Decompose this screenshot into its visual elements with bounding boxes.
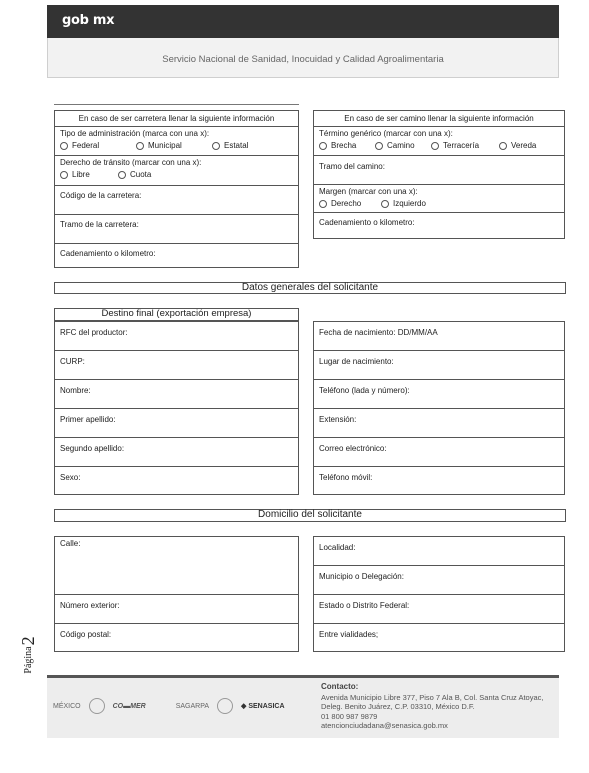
telefono-field[interactable]: Teléfono (lada y número): [314, 380, 564, 409]
admin-cell [55, 127, 298, 156]
radio-circle[interactable] [431, 142, 439, 150]
rfc-field[interactable]: RFC del productor: [55, 322, 298, 351]
camino-heading: En caso de ser camino llenar la siguiente información [314, 111, 564, 127]
margen-label: Margen (marcar con una x): [319, 187, 418, 196]
numero-exterior-field[interactable]: Número exterior: [55, 595, 298, 624]
domicilio-left-fields [54, 536, 299, 652]
tramo-carretera-field[interactable]: Tramo de la carretera: [55, 215, 298, 244]
radio-camino[interactable]: Camino [375, 141, 431, 150]
radio-circle[interactable] [375, 142, 383, 150]
radio-vereda[interactable]: Vereda [499, 141, 536, 150]
agency-name: Servicio Nacional de Sanidad, Inocuidad y Calidad Agroalimentaria [162, 54, 444, 65]
codigo-carretera-field[interactable]: Código de la carretera: [55, 186, 298, 215]
radio-circle[interactable] [136, 142, 144, 150]
cofemer-logo: CO▬MER [112, 702, 146, 710]
solicitante-section-title: Datos generales del solicitante [54, 282, 566, 294]
transit-label: Derecho de tránsito (marcar con una x): [60, 158, 202, 167]
admin-radios [60, 141, 293, 150]
contact-block [321, 682, 544, 731]
correo-field[interactable]: Correo electrónico: [314, 438, 564, 467]
radio-circle[interactable] [60, 142, 68, 150]
telefono-movil-field[interactable]: Teléfono móvil: [319, 473, 373, 482]
estado-field[interactable]: Estado o Distrito Federal: [314, 595, 564, 624]
municipio-field[interactable]: Municipio o Delegación: [314, 566, 564, 595]
sagarpa-logo: SAGARPA [175, 702, 210, 710]
domicilio-right-fields [313, 536, 565, 652]
eagle-seal-icon [217, 698, 233, 714]
transit-radios [60, 170, 293, 179]
localidad-field[interactable]: Localidad: [314, 537, 564, 566]
radio-circle[interactable] [60, 171, 68, 179]
termino-cell [314, 127, 564, 156]
contact-title: Contacto: [321, 682, 359, 691]
radio-circle[interactable] [319, 142, 327, 150]
radio-derecho[interactable]: Derecho [319, 199, 381, 208]
camino-box [313, 110, 565, 239]
margen-radios [319, 199, 559, 208]
contact-address-2: Deleg. Benito Juárez, C.P. 03310, México D.F. [321, 702, 475, 711]
codigo-postal-field[interactable]: Código postal: [60, 630, 112, 639]
senasica-logo: ◆ SENASICA [241, 703, 285, 710]
calle-field[interactable]: Calle: [55, 537, 298, 595]
segundo-apellido-field[interactable]: Segundo apellido: [55, 438, 298, 467]
sexo-field[interactable]: Sexo: [60, 473, 81, 482]
radio-izquierdo[interactable]: Izquierdo [381, 199, 426, 208]
contact-address-1: Avenida Municipio Libre 377, Piso 7 Ala B, Col. Santa Cruz Atoyac, [321, 692, 544, 702]
radio-circle[interactable] [381, 200, 389, 208]
termino-radios [319, 141, 559, 150]
page-digit: 2 [17, 636, 38, 646]
header-bar [47, 5, 559, 38]
radio-federal[interactable]: Federal [60, 141, 136, 150]
tramo-camino-field[interactable]: Tramo del camino: [314, 156, 564, 185]
footer-logos [53, 698, 301, 714]
admin-label: Tipo de administración (marca con una x): [60, 129, 210, 138]
primer-apellido-field[interactable]: Primer apellido: [55, 409, 298, 438]
lugar-nacimiento-field[interactable]: Lugar de nacimiento: [314, 351, 564, 380]
radio-circle[interactable] [212, 142, 220, 150]
termino-label: Término genérico (marcar con una x): [319, 129, 453, 138]
radio-circle[interactable] [319, 200, 327, 208]
radio-cuota[interactable]: Cuota [118, 170, 151, 179]
carretera-heading: En caso de ser carretera llenar la siguiente información [55, 111, 298, 127]
fecha-nacimiento-field[interactable]: Fecha de nacimiento: DD/MM/AA [314, 322, 564, 351]
cadenamiento-carretera-field[interactable]: Cadenamiento o kilometro: [60, 249, 156, 258]
contact-phone: 01 800 987 9879 [321, 711, 378, 721]
mexico-logo: MÉXICO [53, 702, 81, 710]
cadenamiento-camino-field[interactable]: Cadenamiento o kilometro: [319, 218, 415, 227]
radio-terraceria[interactable]: Terracería [431, 141, 499, 150]
radio-municipal[interactable]: Municipal [136, 141, 212, 150]
footer [47, 675, 559, 738]
radio-libre[interactable]: Libre [60, 170, 118, 179]
extension-field[interactable]: Extensión: [314, 409, 564, 438]
eagle-seal-icon [89, 698, 105, 714]
solicitante-left-fields [54, 321, 299, 495]
agency-banner [47, 38, 559, 78]
transit-cell [55, 156, 298, 186]
radio-estatal[interactable]: Estatal [212, 141, 248, 150]
radio-brecha[interactable]: Brecha [319, 141, 375, 150]
domicilio-section-title: Domicilio del solicitante [54, 509, 566, 522]
solicitante-right-fields [313, 321, 565, 495]
page-number [3, 636, 53, 674]
radio-circle[interactable] [118, 171, 126, 179]
top-rule [54, 104, 299, 105]
curp-field[interactable]: CURP: [55, 351, 298, 380]
radio-circle[interactable] [499, 142, 507, 150]
gobmx-logo: gob mx [62, 13, 115, 28]
destino-final-tab: Destino final (exportación empresa) [54, 308, 299, 321]
margen-cell [314, 185, 564, 213]
carretera-box [54, 110, 299, 268]
nombre-field[interactable]: Nombre: [55, 380, 298, 409]
contact-email[interactable]: atencionciudadana@senasica.gob.mx [321, 721, 448, 730]
page-label: Página [22, 646, 34, 674]
entre-vialidades-field[interactable]: Entre vialidades; [319, 630, 379, 639]
